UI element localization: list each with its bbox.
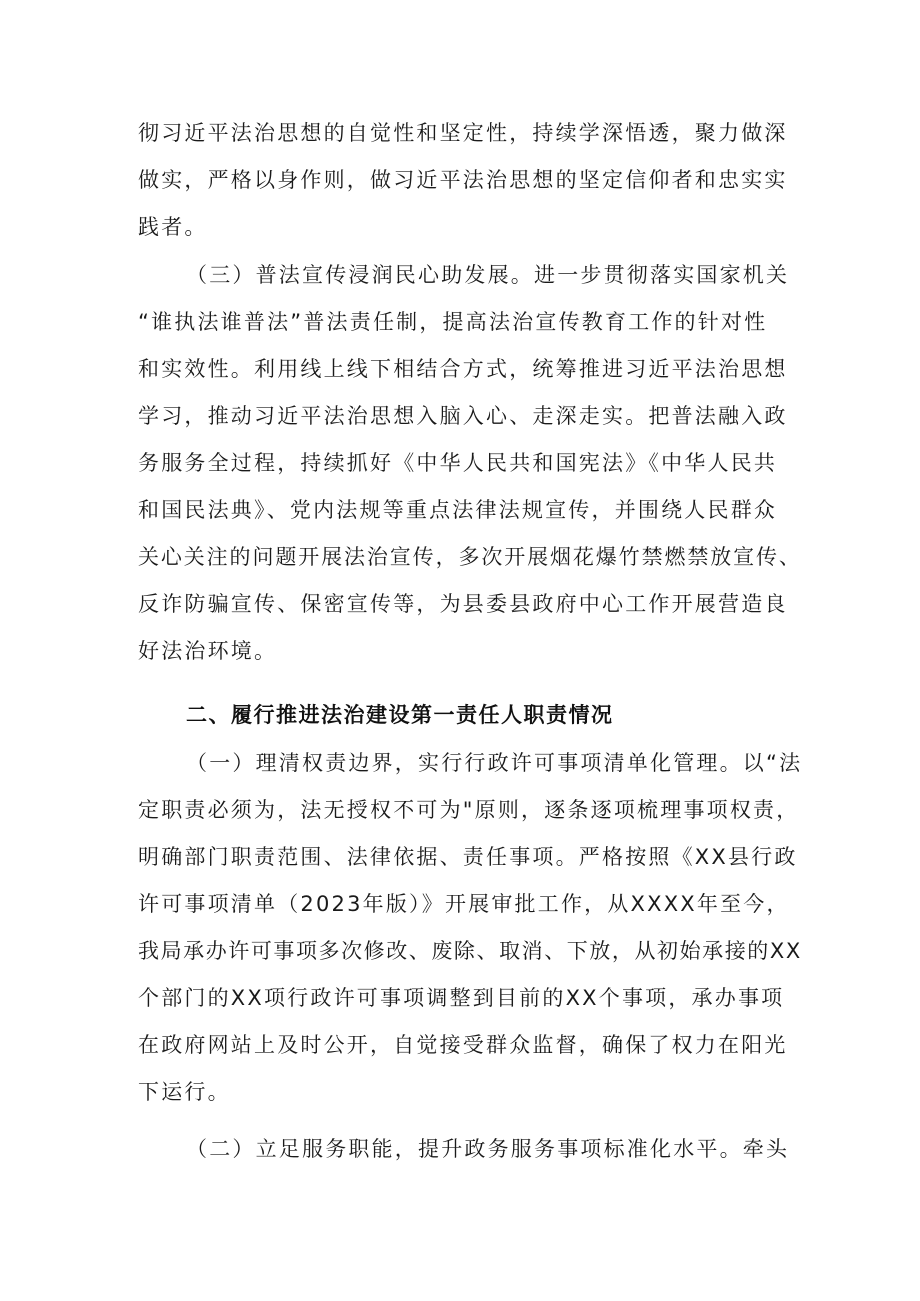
paragraph-line: 定职责必须为，法无授权不可为"原则，逐条逐项梳理事项权责， xyxy=(138,798,800,822)
paragraph-line: 反诈防骗宣传、保密宣传等，为县委县政府中心工作开展营造良 xyxy=(138,592,788,616)
paragraph-line: 好法治环境。 xyxy=(138,639,278,663)
section-heading: 二、履行推进法治建设第一责任人职责情况 xyxy=(186,703,614,727)
paragraph-line: 做实，严格以身作则，做习近平法治思想的坚定信仰者和忠实实 xyxy=(138,168,788,192)
paragraph-line: 彻习近平法治思想的自觉性和坚定性，持续学深悟透，聚力做深 xyxy=(138,121,788,145)
paragraph-line: （三）普法宣传浸润民心助发展。进一步贯彻落实国家机关 xyxy=(186,263,790,287)
paragraph-line: “谁执法谁普法”普法责任制，提高法治宣传教育工作的针对性 xyxy=(138,310,768,334)
paragraph-line: 和国民法典》、党内法规等重点法律法规宣传，并围绕人民群众 xyxy=(138,498,778,522)
paragraph-line: 务服务全过程，持续抓好《中华人民共和国宪法》《中华人民共 xyxy=(138,451,778,475)
paragraph-line: 和实效性。利用线上线下相结合方式，统筹推进习近平法治思想 xyxy=(138,357,788,381)
paragraph-line: 下运行。 xyxy=(138,1080,231,1104)
paragraph-line: 许可事项清单（2023年版）》开展审批工作，从XXXX年至今， xyxy=(138,892,790,916)
paragraph-line: 在政府网站上及时公开，自觉接受群众监督，确保了权力在阳光 xyxy=(138,1033,788,1057)
paragraph-line: 关心关注的问题开展法治宣传，多次开展烟花爆竹禁燃禁放宣传、 xyxy=(138,545,802,569)
paragraph-line: 践者。 xyxy=(138,215,208,239)
paragraph-line: （二）立足服务职能，提升政务服务事项标准化水平。牵头 xyxy=(186,1137,790,1161)
paragraph-line: 明确部门职责范围、法律依据、责任事项。严格按照《XX县行政 xyxy=(138,845,798,869)
paragraph-line: （一）理清权责边界，实行行政许可事项清单化管理。以“法 xyxy=(186,751,803,775)
paragraph-line: 学习，推动习近平法治思想入脑入心、走深走实。把普法融入政 xyxy=(138,404,788,428)
paragraph-line: 个部门的XX项行政许可事项调整到目前的XX个事项，承办事项 xyxy=(138,986,785,1010)
paragraph-line: 我局承办许可事项多次修改、废除、取消、下放，从初始承接的XX xyxy=(138,939,802,963)
